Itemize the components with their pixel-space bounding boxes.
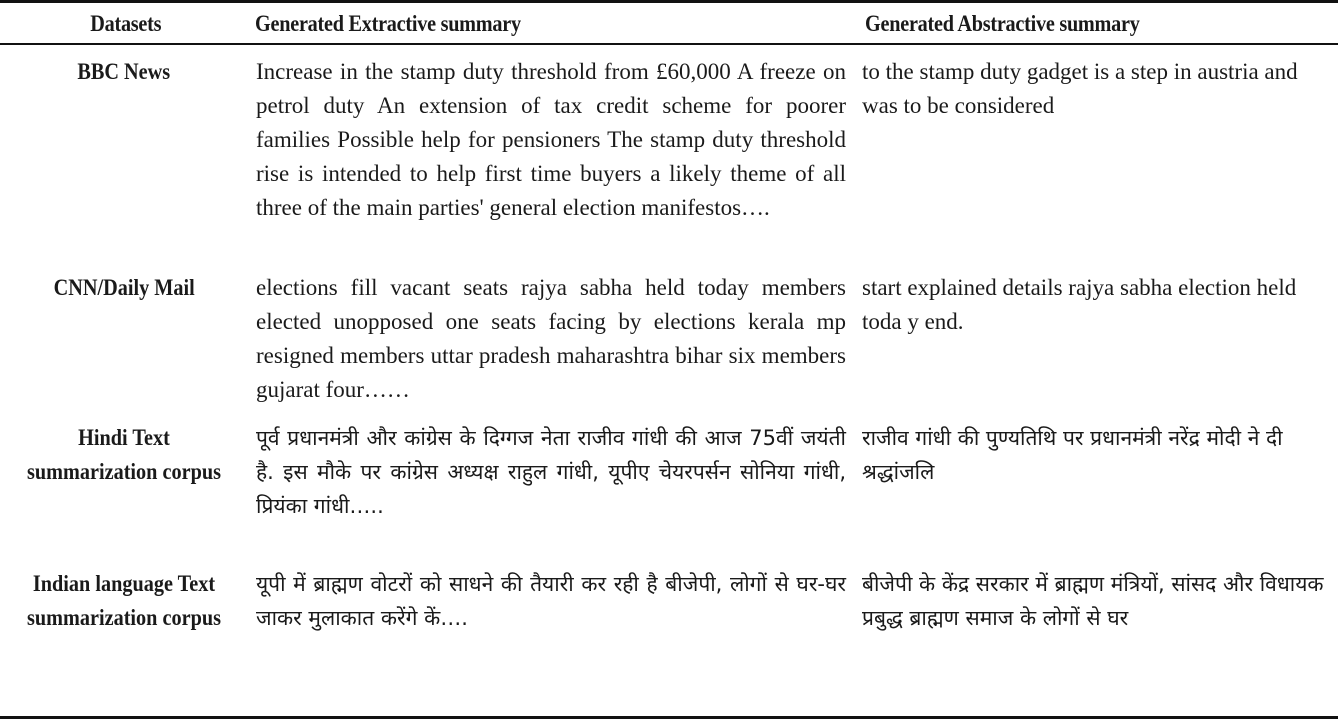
table-bottom-rule [0, 716, 1338, 719]
dataset-name: Hindi Text summarization corpus [27, 425, 221, 484]
dataset-cell [0, 44, 248, 269]
table-row [0, 44, 1338, 269]
extractive-cell [248, 269, 858, 417]
extractive-text: Increase in the stamp duty threshold from £60,000 A freeze on petrol duty An extension of tax credit scheme for poorer families Possible help for pensioners The stamp duty threshold rise is intended to help first time buyers a likely theme of all three of the main parties' general election manifestos…. [256, 59, 846, 220]
abstractive-cell [858, 44, 1338, 269]
abstractive-cell [858, 417, 1338, 563]
header-extractive: Generated Extractive summary [255, 11, 521, 36]
extractive-text: elections fill vacant seats rajya sabha held today members elected unopposed one seats facing by elections kerala mp resigned members uttar pradesh maharashtra bihar six members gujarat four…… [256, 275, 846, 402]
header-abstractive: Generated Abstractive summary [865, 11, 1140, 36]
dataset-cell [0, 417, 248, 563]
abstractive-cell [858, 563, 1338, 667]
abstractive-text: राजीव गांधी की पुण्यतिथि पर प्रधानमंत्री नरेंद्र मोदी ने दी श्रद्धांजलि [862, 426, 1283, 484]
abstractive-text: start explained details rajya sabha election held toda y end. [862, 275, 1297, 334]
dataset-cell [0, 563, 248, 667]
table-row [0, 563, 1338, 667]
extractive-cell [248, 44, 858, 269]
dataset-name: CNN/Daily Mail [53, 275, 195, 300]
extractive-cell [248, 563, 858, 667]
table-row [0, 269, 1338, 417]
abstractive-cell [858, 269, 1338, 417]
dataset-name: BBC News [77, 59, 171, 84]
abstractive-text: बीजेपी के केंद्र सरकार में ब्राह्मण मंत्रियों, सांसद और विधायक प्रबुद्ध ब्राह्मण समाज के लोगों से घर [862, 572, 1324, 630]
dataset-cell [0, 269, 248, 417]
table-header [0, 2, 1338, 45]
dataset-name: Indian language Text summarization corpus [27, 571, 221, 630]
table-body [0, 44, 1338, 667]
abstractive-text: to the stamp duty gadget is a step in austria and was to be considered [862, 59, 1298, 118]
extractive-text: यूपी में ब्राह्मण वोटरों को साधने की तैयारी कर रही है बीजेपी, लोगों से घर-घर जाकर मुलाकात करेंगे कें…. [256, 572, 846, 630]
table-row [0, 417, 1338, 563]
extractive-cell [248, 417, 858, 563]
header-datasets: Datasets [90, 11, 162, 36]
extractive-text: पूर्व प्रधानमंत्री और कांग्रेस के दिग्गज नेता राजीव गांधी की आज 75वीं जयंती है. इस मौके पर कांग्रेस अध्यक्ष राहुल गांधी, यूपीए चेयरपर्सन सोनिया गांधी, प्रियंका गांधी….. [256, 426, 846, 518]
